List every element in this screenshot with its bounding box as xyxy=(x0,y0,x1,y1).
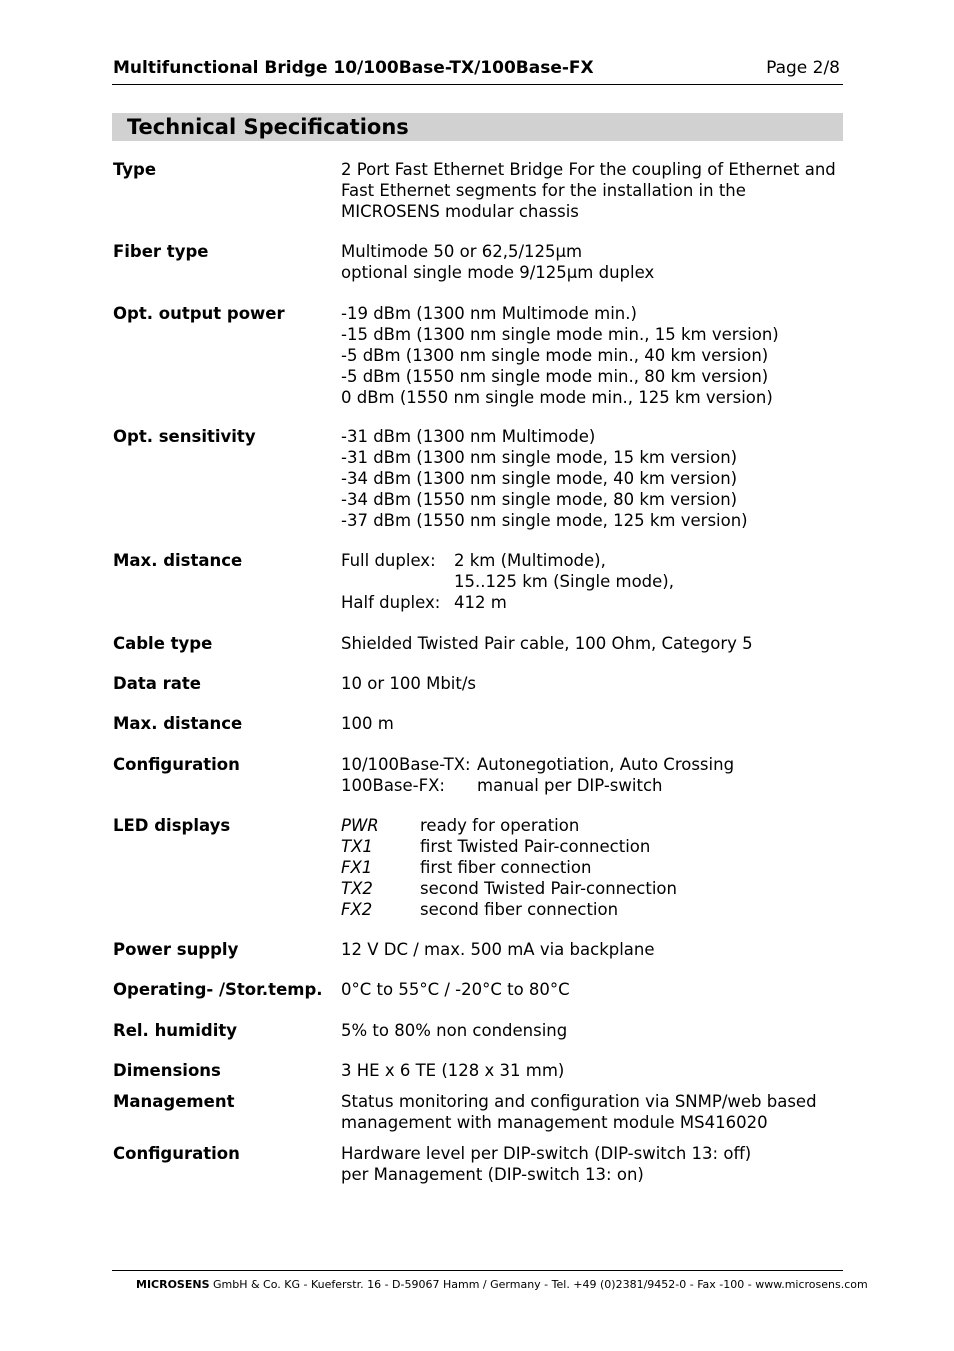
footer-address: GmbH & Co. KG - Kueferstr. 16 - D-59067 Hamm / Germany - Tel. +49 (0)2381/9452-0 - Fax -100 - www.microsens.com xyxy=(209,1278,868,1291)
spec-value-line: 10 or 100 Mbit/s xyxy=(341,674,477,693)
spec-value xyxy=(341,1020,846,1041)
spec-value-line: -5 dBm (1550 nm single mode min., 80 km version) xyxy=(341,367,769,386)
spec-label: Data rate xyxy=(113,674,201,693)
led-code: FX2 xyxy=(341,900,373,919)
pair-value: Autonegotiation, Auto Crossing xyxy=(477,755,735,774)
spec-label: Opt. output power xyxy=(113,304,285,323)
spec-value-pair xyxy=(341,754,846,775)
document-title: Multifunctional Bridge 10/100Base-TX/100Base-FX xyxy=(113,58,594,78)
led-item xyxy=(341,878,846,899)
spec-label: Configuration xyxy=(113,755,240,774)
led-description: first fiber connection xyxy=(420,858,592,877)
pair-key: 100Base-FX: xyxy=(341,776,445,795)
led-code: TX2 xyxy=(341,879,373,898)
spec-label: Rel. humidity xyxy=(113,1021,238,1040)
spec-label: Cable type xyxy=(113,634,213,653)
spec-value-pair xyxy=(341,550,846,571)
spec-value-line: Hardware level per DIP-switch (DIP-switch 13: off) xyxy=(341,1144,752,1163)
spec-value-pair xyxy=(341,592,846,613)
spec-value xyxy=(341,754,846,796)
spec-value-line: Status monitoring and configuration via SNMP/web based xyxy=(341,1092,817,1111)
spec-value-line: -34 dBm (1300 nm single mode, 40 km version) xyxy=(341,469,738,488)
spec-value-line: 3 HE x 6 TE (128 x 31 mm) xyxy=(341,1061,565,1080)
spec-value-line: 2 Port Fast Ethernet Bridge For the coupling of Ethernet and xyxy=(341,160,836,179)
led-item xyxy=(341,836,846,857)
spec-value xyxy=(341,713,846,734)
spec-value-line: per Management (DIP-switch 13: on) xyxy=(341,1165,644,1184)
spec-value-pair xyxy=(341,775,846,796)
footer-company: MICROSENS xyxy=(136,1278,210,1291)
spec-value-line: -34 dBm (1550 nm single mode, 80 km version) xyxy=(341,490,738,509)
spec-value-line: 12 V DC / max. 500 mA via backplane xyxy=(341,940,655,959)
led-code: TX1 xyxy=(341,837,373,856)
page-footer xyxy=(136,1278,868,1292)
spec-value xyxy=(341,303,846,408)
spec-value-line: -5 dBm (1300 nm single mode min., 40 km version) xyxy=(341,346,769,365)
spec-value-line: 0°C to 55°C / -20°C to 80°C xyxy=(341,980,570,999)
pair-value: manual per DIP-switch xyxy=(477,776,663,795)
spec-label: Opt. sensitivity xyxy=(113,427,256,446)
spec-label: Fiber type xyxy=(113,242,209,261)
section-heading-bar xyxy=(112,113,843,141)
spec-value xyxy=(341,159,846,222)
spec-value xyxy=(341,1143,846,1185)
spec-value xyxy=(341,550,846,613)
led-code: FX1 xyxy=(341,858,373,877)
spec-label: Management xyxy=(113,1092,235,1111)
spec-value xyxy=(341,241,846,283)
spec-value-line: 5% to 80% non condensing xyxy=(341,1021,568,1040)
spec-label: Type xyxy=(113,160,157,179)
spec-label: Power supply xyxy=(113,940,239,959)
led-item xyxy=(341,857,846,878)
led-description: ready for operation xyxy=(420,816,580,835)
spec-value xyxy=(341,1091,846,1133)
spec-value-line: 0 dBm (1550 nm single mode min., 125 km version) xyxy=(341,388,773,407)
led-item xyxy=(341,815,846,836)
led-description: second fiber connection xyxy=(420,900,619,919)
spec-value xyxy=(341,1060,846,1081)
pair-key: 10/100Base-TX: xyxy=(341,755,471,774)
spec-value xyxy=(341,673,846,694)
spec-value-line: MICROSENS modular chassis xyxy=(341,202,579,221)
spec-value-line: optional single mode 9/125µm duplex xyxy=(341,263,655,282)
spec-value-line: management with management module MS416020 xyxy=(341,1113,768,1132)
spec-label: Max. distance xyxy=(113,714,243,733)
spec-value-line: -31 dBm (1300 nm single mode, 15 km version) xyxy=(341,448,738,467)
spec-value-pair xyxy=(341,571,846,592)
spec-label: Max. distance xyxy=(113,551,243,570)
spec-value-line: -37 dBm (1550 nm single mode, 125 km version) xyxy=(341,511,748,530)
spec-value-line: -31 dBm (1300 nm Multimode) xyxy=(341,427,596,446)
spec-value-line: -15 dBm (1300 nm single mode min., 15 km version) xyxy=(341,325,779,344)
pair-value: 412 m xyxy=(454,593,507,612)
pair-value: 2 km (Multimode), xyxy=(454,551,606,570)
pair-value: 15..125 km (Single mode), xyxy=(454,572,674,591)
header-divider xyxy=(112,84,843,85)
spec-label: LED displays xyxy=(113,816,231,835)
led-code: PWR xyxy=(341,816,379,835)
footer-divider xyxy=(112,1270,843,1271)
led-description: first Twisted Pair-connection xyxy=(420,837,651,856)
pair-key: Half duplex: xyxy=(341,593,441,612)
spec-value-line: Fast Ethernet segments for the installation in the xyxy=(341,181,746,200)
pair-key: Full duplex: xyxy=(341,551,436,570)
led-description: second Twisted Pair-connection xyxy=(420,879,677,898)
spec-label: Configuration xyxy=(113,1144,240,1163)
led-item xyxy=(341,899,846,920)
spec-value xyxy=(341,939,846,960)
spec-value-line: Shielded Twisted Pair cable, 100 Ohm, Category 5 xyxy=(341,634,753,653)
spec-label: Dimensions xyxy=(113,1061,221,1080)
spec-value xyxy=(341,815,846,920)
spec-value-line: -19 dBm (1300 nm Multimode min.) xyxy=(341,304,637,323)
section-title: Technical Specifications xyxy=(127,115,409,139)
spec-value xyxy=(341,426,846,531)
spec-value-line: Multimode 50 or 62,5/125µm xyxy=(341,242,583,261)
spec-value xyxy=(341,633,846,654)
spec-label: Operating- /Stor.temp. xyxy=(113,980,323,999)
spec-value-line: 100 m xyxy=(341,714,394,733)
spec-value xyxy=(341,979,846,1000)
page-number: Page 2/8 xyxy=(766,58,840,78)
